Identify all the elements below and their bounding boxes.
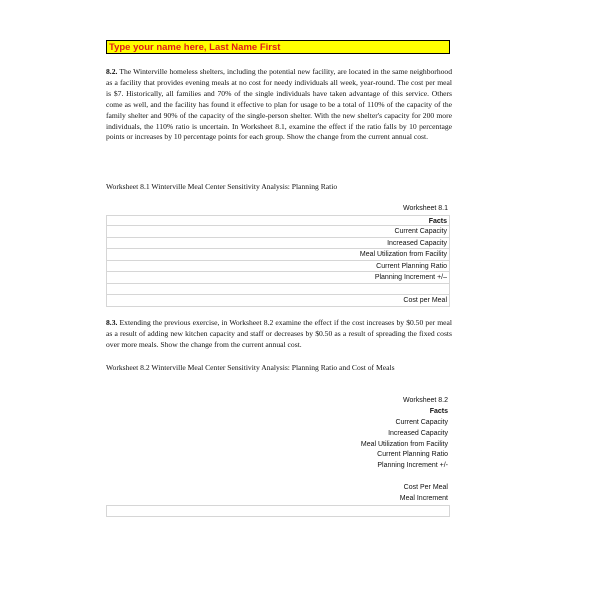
ws82-row-planning-increment: Planning Increment +/- bbox=[377, 462, 448, 470]
question-8-2-number: 8.2. bbox=[106, 67, 118, 76]
ws81-row-current-planning-ratio: Current Planning Ratio bbox=[106, 261, 450, 273]
ws82-row-blank bbox=[106, 472, 450, 483]
name-input-cell[interactable]: Type your name here, Last Name First bbox=[106, 40, 450, 54]
ws81-row-current-capacity: Current Capacity bbox=[106, 226, 450, 238]
ws82-row-meal-increment: Meal Increment bbox=[399, 495, 448, 503]
worksheet-8-1-caption: Worksheet 8.1 Winterville Meal Center Sensitivity Analysis: Planning Ratio bbox=[106, 182, 338, 191]
ws81-row-facts: Facts bbox=[106, 215, 450, 227]
worksheet-8-2-caption: Worksheet 8.2 Winterville Meal Center Sensitivity Analysis: Planning Ratio and Cost of Meals bbox=[106, 363, 395, 372]
question-8-2 bbox=[106, 67, 452, 143]
ws81-row-cost-per-meal: Cost per Meal bbox=[106, 295, 450, 307]
question-8-3 bbox=[106, 318, 452, 351]
ws81-row-meal-utilization: Meal Utilization from Facility bbox=[106, 249, 450, 261]
ws82-row-cost-per-meal: Cost Per Meal bbox=[403, 484, 448, 492]
question-8-3-number: 8.3. bbox=[106, 318, 118, 327]
ws82-row-facts: Facts bbox=[429, 407, 448, 415]
question-8-2-text: The Winterville homeless shelters, including the potential new facility, are located in the same neighborhood as a facility that provides evening meals at no cost for needy individuals all week, year-round. The cost per meal is $7. Historically, all families and 70% of the single individuals have taken advantage of this service. Others come as well, and the facility has found it effective to plan for usage to be a total of 110% of the capacity of the family shelter and 90% of the capacity of the single-person shelter. With the new shelter's capacity for 200 more individuals, the 110% ratio is uncertain. In Worksheet 8.1, examine the effect if the ratio falls by 10 percentage points or increases by 10 percentage points for each group. Show the change from the current annual cost. bbox=[106, 67, 453, 142]
worksheet-8-1-title: Worksheet 8.1 bbox=[402, 205, 448, 212]
ws81-row-increased-capacity: Increased Capacity bbox=[106, 238, 450, 250]
ws82-row-current-planning-ratio: Current Planning Ratio bbox=[377, 451, 448, 459]
ws81-row-planning-increment: Planning Increment +/– bbox=[106, 272, 450, 284]
question-8-3-text: Extending the previous exercise, in Worksheet 8.2 examine the effect if the cost increases by $0.50 per meal as a result of adding new kitchen capacity and staff or decreases by $0.50 as a result of spreading the fixed costs over more meals. Show the change from the current annual cost. bbox=[106, 318, 452, 349]
ws82-row-current-capacity: Current Capacity bbox=[395, 418, 448, 426]
worksheet-8-2-input-box[interactable] bbox=[106, 505, 450, 517]
worksheet-8-2-title: Worksheet 8.2 bbox=[402, 397, 448, 404]
ws82-row-meal-utilization: Meal Utilization from Facility bbox=[360, 440, 448, 448]
ws81-row-blank bbox=[106, 284, 450, 296]
worksheet-8-1 bbox=[106, 203, 450, 307]
ws82-row-increased-capacity: Increased Capacity bbox=[388, 429, 448, 437]
worksheet-8-2 bbox=[106, 396, 450, 505]
